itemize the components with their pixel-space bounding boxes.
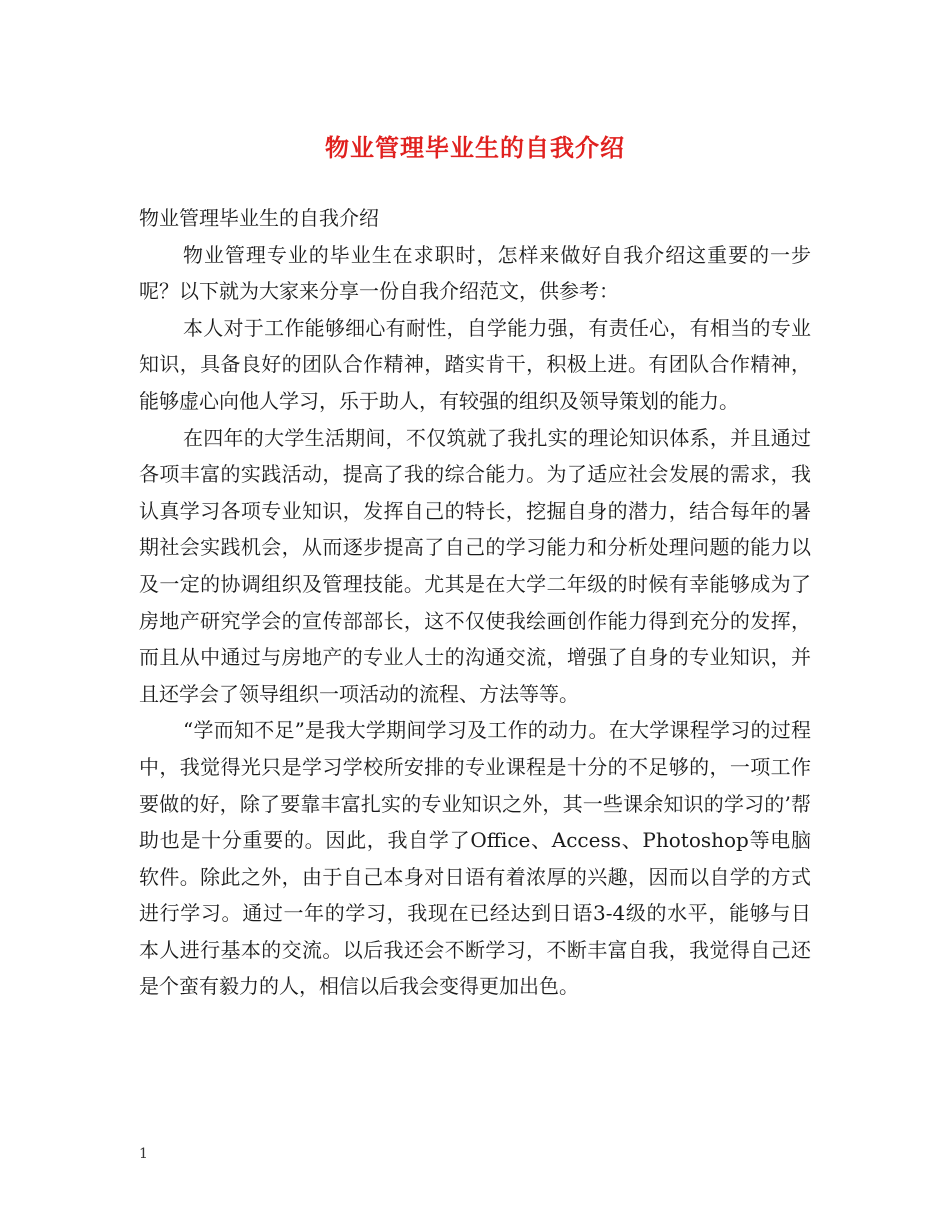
page-number: 1: [139, 1146, 148, 1162]
paragraph-university-life: 在四年的大学生活期间，不仅筑就了我扎实的理论知识体系，并且通过各项丰富的实践活动，提高了我的综合能力。为了适应社会发展的需求，我认真学习各项专业知识，发挥自己的特长，挖掘自身的潜力，结合每年的暑期社会实践机会，从而逐步提高了自己的学习能力和分析处理问题的能力以及一定的协调组织及管理技能。尤其是在大学二年级的时候有幸能够成为了房地产研究学会的宣传部部长，这不仅使我绘画创作能力得到充分的发挥，而且从中通过与房地产的专业人士的沟通交流，增强了自身的专业知识，并且还学会了领导组织一项活动的流程、方法等等。: [139, 425, 811, 706]
subtitle-line: 物业管理毕业生的自我介绍: [139, 206, 379, 230]
paragraph-self-study: “学而知不足”是我大学期间学习及工作的动力。在大学课程学习的过程中，我觉得光只是学习学校所安排的专业课程是十分的不足够的，一项工作要做的好，除了要靠丰富扎实的专业知识之外，其一些课余知识的学习的’帮助也是十分重要的。因此，我自学了Office、Access、Photoshop等电脑软件。除此之外，由于自己本身对日语有着浓厚的兴趣，因而以自学的方式进行学习。通过一年的学习，我现在已经达到日语3-4级的水平，能够与日本人进行基本的交流。以后我还会不断学习，不断丰富自我，我觉得自己还是个蛮有毅力的人，相信以后我会变得更加出色。: [139, 718, 811, 999]
paragraph-personality: 本人对于工作能够细心有耐性，自学能力强，有责任心，有相当的专业知识，具备良好的团队合作精神，踏实肯干，积极上进。有团队合作精神，能够虚心向他人学习，乐于助人，有较强的组织及领导策划的能力。: [139, 315, 811, 413]
paragraph-intro: 物业管理专业的毕业生在求职时，怎样来做好自我介绍这重要的一步呢？以下就为大家来分享一份自我介绍范文，供参考：: [139, 242, 811, 304]
document-body: [139, 200, 811, 1005]
document-title: 物业管理毕业生的自我介绍: [325, 133, 625, 162]
